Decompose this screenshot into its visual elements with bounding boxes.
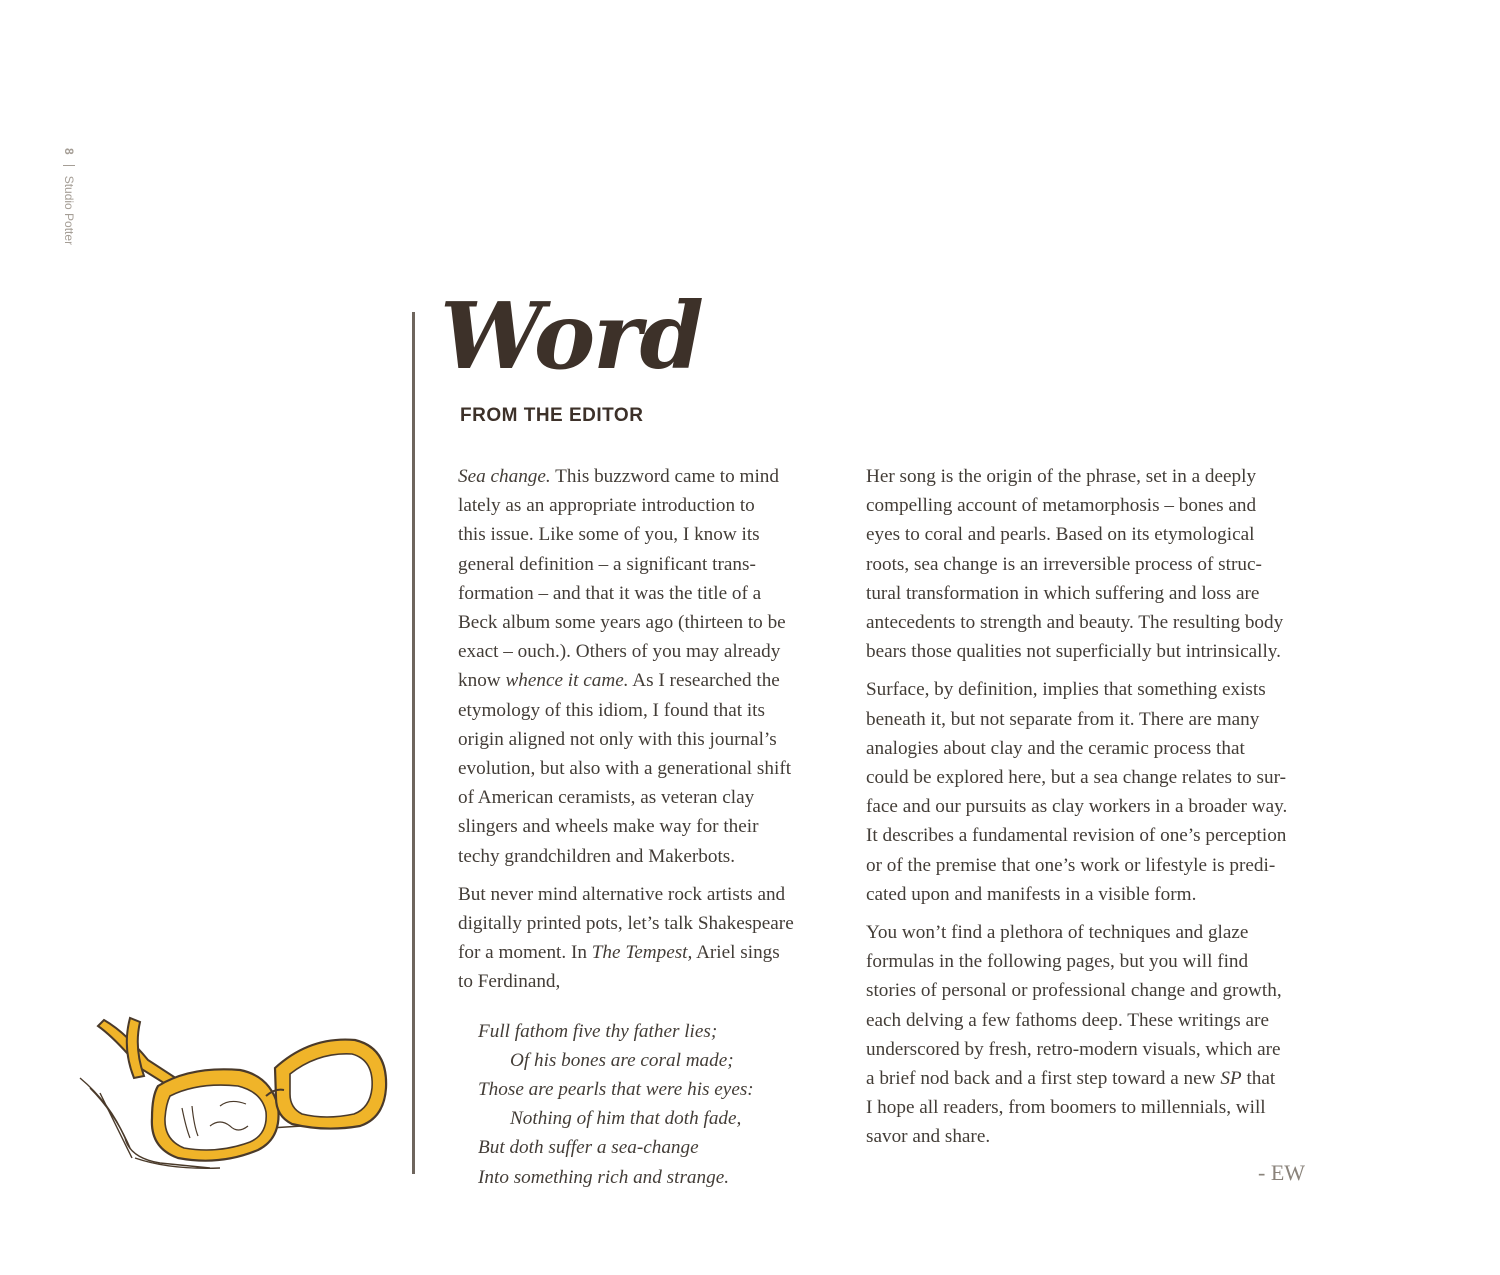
text-span: know — [458, 670, 506, 692]
text-line: each delving a few fathoms deep. These writings are — [866, 1009, 1269, 1031]
text-line: face and our pursuits as clay workers in a broader way. — [866, 796, 1288, 818]
text-line: antecedents to strength and beauty. The resulting body — [866, 612, 1284, 634]
text-line: evolution, but also with a generational shift — [458, 758, 792, 780]
text-line: cated upon and manifests in a visible form. — [866, 883, 1197, 905]
text-line — [866, 1064, 1326, 1093]
text-span: This buzzword came to mind — [550, 466, 779, 487]
italic-span: SP — [1220, 1068, 1242, 1090]
text-line — [458, 462, 838, 491]
poem-line: Those are pearls that were his eyes: — [478, 1079, 754, 1101]
text-span: a brief nod back and a first step toward a new — [866, 1068, 1221, 1090]
text-line: You won’t find a plethora of techniques and glaze — [866, 922, 1249, 944]
text-line: slingers and wheels make way for their — [458, 816, 759, 838]
text-line: bears those qualities not superficially but intrinsically. — [866, 641, 1281, 663]
text-span: for a moment. In — [458, 942, 592, 964]
text-line: roots, sea change is an irreversible process of struc- — [866, 553, 1262, 575]
text-line: It describes a fundamental revision of one’s perception — [866, 825, 1287, 847]
poem-line: But doth suffer a sea-change — [478, 1137, 699, 1159]
text-span: Ariel sings — [692, 942, 780, 964]
text-line: general definition – a significant trans- — [458, 553, 756, 575]
text-line: formation – and that it was the title of a — [458, 582, 762, 604]
text-line: lately as an appropriate introduction to — [458, 495, 755, 517]
text-line: But never mind alternative rock artists and — [458, 883, 786, 905]
eyeglasses-illustration — [70, 1008, 400, 1178]
text-line: Beck album some years ago (thirteen to be — [458, 612, 786, 634]
text-line — [458, 666, 838, 695]
text-line: or of the premise that one’s work or lifestyle is predi- — [866, 854, 1276, 876]
paragraph — [866, 918, 1326, 1152]
text-line: tural transformation in which suffering and loss are — [866, 582, 1260, 604]
poem-line: Nothing of him that doth fade, — [510, 1108, 742, 1130]
paragraph — [458, 880, 838, 997]
text-line: exact – ouch.). Others of you may already — [458, 641, 781, 663]
paragraph — [866, 462, 1326, 666]
section-subtitle: FROM THE EDITOR — [460, 405, 644, 426]
lead-phrase: Sea change. — [458, 466, 551, 487]
text-line: Her song is the origin of the phrase, set in a deeply — [866, 466, 1257, 487]
header-divider — [63, 165, 75, 166]
publication-name: Studio Potter — [62, 175, 76, 246]
vertical-divider — [412, 312, 415, 1174]
text-line: analogies about clay and the ceramic process that — [866, 737, 1245, 759]
left-column — [458, 462, 838, 1192]
right-column — [866, 462, 1326, 1161]
text-line: Surface, by definition, implies that something exists — [866, 679, 1266, 701]
temple-arm-right — [127, 1018, 144, 1078]
text-line: to Ferdinand, — [458, 971, 561, 993]
running-header — [62, 148, 76, 288]
text-line: savor and share. — [866, 1126, 991, 1148]
poem-line: Into something rich and strange. — [478, 1166, 730, 1188]
text-line: compelling account of metamorphosis – bones and — [866, 495, 1257, 517]
text-line: underscored by fresh, retro-modern visuals, which are — [866, 1038, 1281, 1060]
text-line: stories of personal or professional change and growth, — [866, 980, 1282, 1002]
text-line: I hope all readers, from boomers to millennials, will — [866, 1097, 1266, 1119]
text-span: that — [1241, 1068, 1276, 1090]
text-line: could be explored here, but a sea change relates to sur- — [866, 767, 1286, 789]
poem-quote — [458, 1017, 838, 1192]
italic-span: The Tempest, — [591, 942, 693, 964]
paragraph — [866, 675, 1326, 909]
text-line: etymology of this idiom, I found that its — [458, 699, 765, 721]
editor-signature: - EW — [1258, 1160, 1306, 1185]
poem-line: Full fathom five thy father lies; — [478, 1020, 718, 1042]
text-line: techy grandchildren and Makerbots. — [458, 845, 736, 867]
text-line: origin aligned not only with this journal’s — [458, 728, 777, 750]
section-title: Word — [440, 282, 702, 390]
text-line — [458, 938, 838, 967]
text-line: formulas in the following pages, but you will find — [866, 951, 1249, 973]
text-line: digitally printed pots, let’s talk Shakespeare — [458, 913, 794, 935]
text-line: this issue. Like some of you, I know its — [458, 524, 760, 546]
italic-span: whence it came. — [505, 670, 629, 692]
paragraph — [458, 462, 838, 871]
text-span: As I researched the — [628, 670, 780, 692]
text-line: of American ceramists, as veteran clay — [458, 787, 755, 809]
text-line: eyes to coral and pearls. Based on its etymological — [866, 524, 1255, 546]
lens-left — [165, 1085, 266, 1150]
poem-line: Of his bones are coral made; — [510, 1049, 734, 1071]
text-line: beneath it, but not separate from it. There are many — [866, 708, 1260, 730]
page-number: 8 — [62, 148, 76, 155]
